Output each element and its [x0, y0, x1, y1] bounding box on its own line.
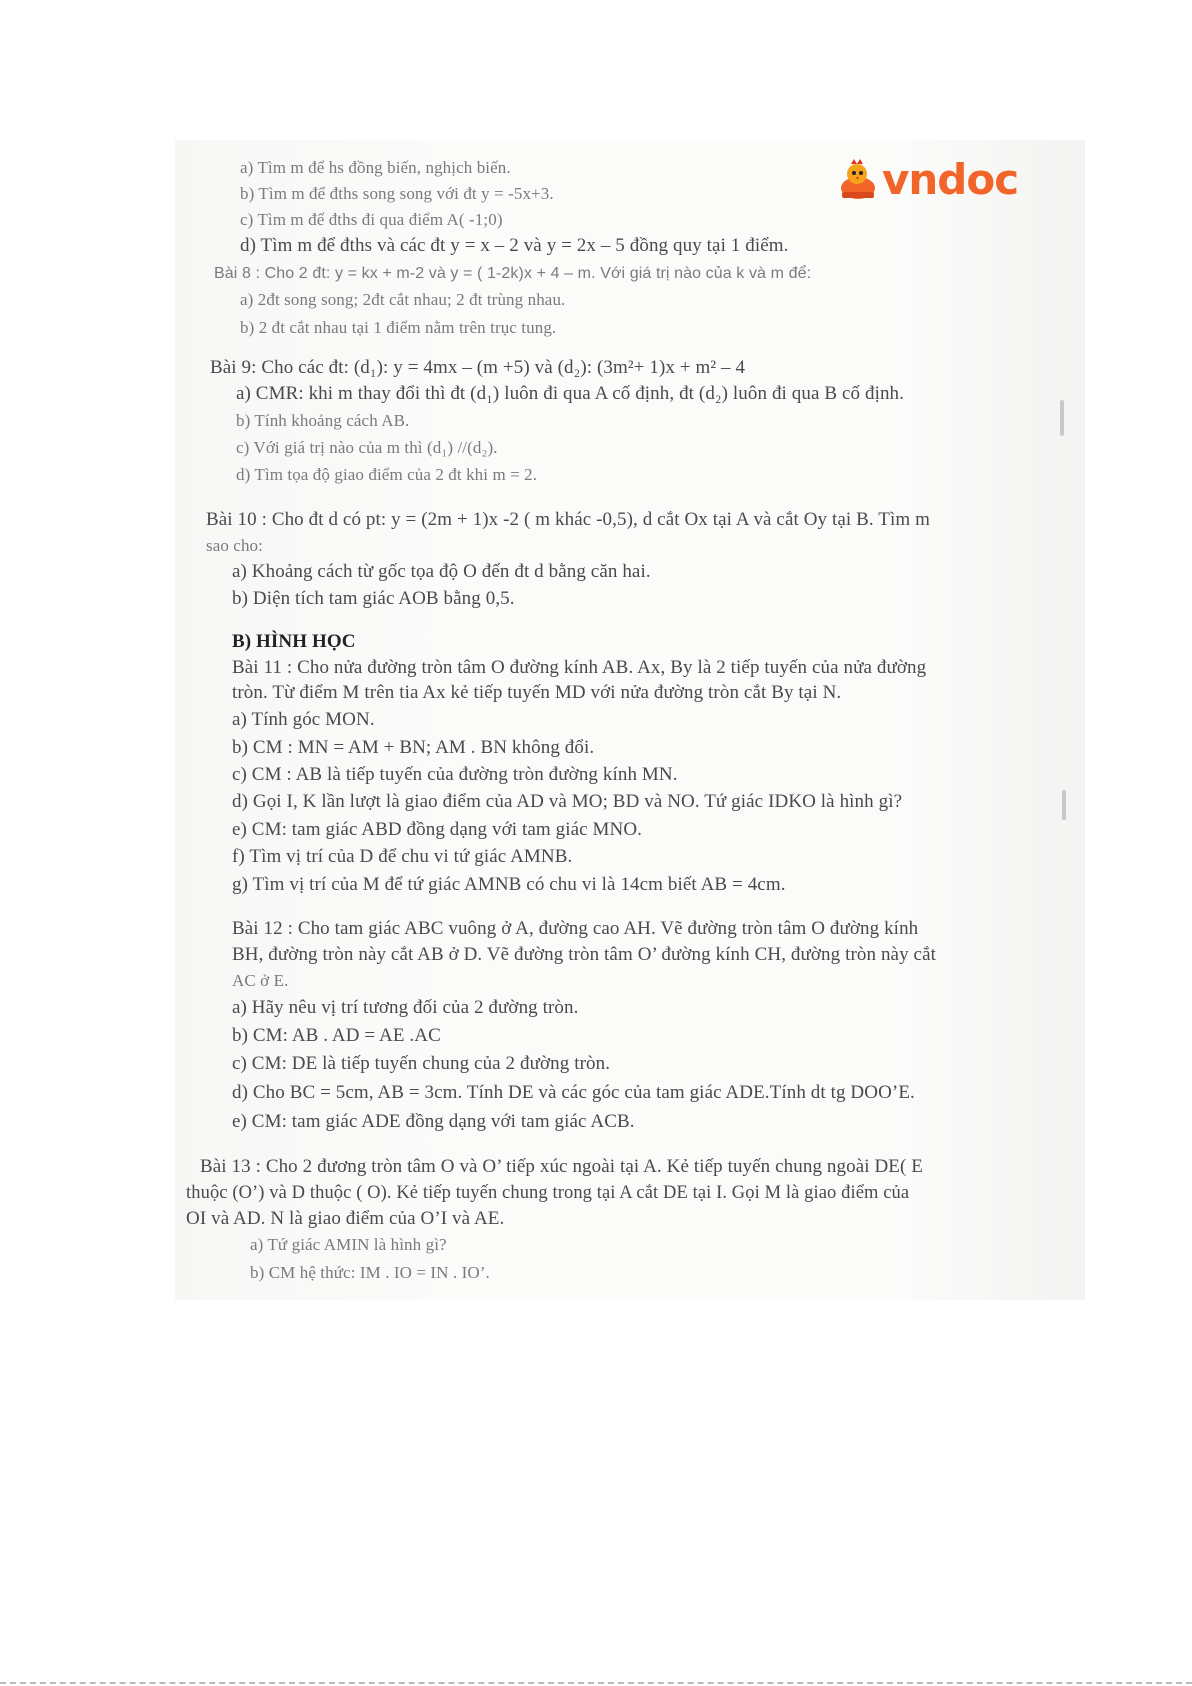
logo-text: vndoc: [882, 155, 1019, 204]
text-line: b) CM : MN = AM + BN; AM . BN không đổi.: [232, 737, 595, 758]
text-line: BH, đường tròn này cắt AB ở D. Vẽ đường tròn tâm O’ đường kính CH, đường tròn này cắt: [232, 944, 936, 965]
scan-edge-mark: [1060, 400, 1064, 436]
text-line: c) Với giá trị nào của m thì (d₁) //(d₂).: [236, 438, 498, 457]
text-line: c) CM: DE là tiếp tuyến chung của 2 đường tròn.: [232, 1053, 611, 1074]
text-line: sao cho:: [206, 536, 263, 555]
text-line: d) Cho BC = 5cm, AB = 3cm. Tính DE và các góc của tam giác ADE.Tính dt tg DOO’E.: [232, 1082, 915, 1103]
text-line: tròn. Từ điểm M trên tia Ax kẻ tiếp tuyến MD với nửa đường tròn cắt By tại N.: [232, 682, 842, 703]
chicken-mascot-icon: [836, 158, 880, 202]
text-line: b) 2 đt cắt nhau tại 1 điểm nằm trên trục tung.: [240, 318, 557, 337]
vndoc-logo: [836, 152, 1026, 208]
text-line: Bài 13 : Cho 2 đương tròn tâm O và O’ tiếp xúc ngoài tại A. Kẻ tiếp tuyến chung ngoài DE( E: [200, 1156, 923, 1177]
text-line: Bài 10 : Cho đt d có pt: y = (2m + 1)x -2 ( m khác -0,5), d cắt Ox tại A và cắt Oy tại B. Tìm m: [206, 509, 930, 530]
text-line: Bài 11 : Cho nửa đường tròn tâm O đường kính AB. Ax, By là 2 tiếp tuyến của nửa đường: [232, 657, 927, 678]
text-line: d) Tìm m để đths và các đt y = x – 2 và y = 2x – 5 đồng quy tại 1 điểm.: [240, 235, 789, 256]
text-line: a) Tứ giác AMIN là hình gì?: [250, 1235, 447, 1254]
scan-edge-mark: [1062, 790, 1066, 820]
page-bottom-border: [0, 1682, 1192, 1686]
text-line: a) Hãy nêu vị trí tương đối của 2 đường tròn.: [232, 997, 579, 1018]
text-line: b) Tính khoảng cách AB.: [236, 411, 410, 430]
text-line: Bài 9: Cho các đt: (d₁): y = 4mx – (m +5) và (d₂): (3m²+ 1)x + m² – 4: [210, 357, 746, 378]
text-line: g) Tìm vị trí của M để tứ giác AMNB có chu vi là 14cm biết AB = 4cm.: [232, 874, 786, 895]
text-line: OI và AD. N là giao điểm của O’I và AE.: [186, 1208, 505, 1229]
text-line: a) 2đt song song; 2đt cắt nhau; 2 đt trùng nhau.: [240, 290, 566, 309]
text-line: b) Diện tích tam giác AOB bằng 0,5.: [232, 588, 515, 609]
text-line: d) Tìm tọa độ giao điểm của 2 đt khi m = 2.: [236, 465, 538, 484]
text-line: e) CM: tam giác ABD đồng dạng với tam giác MNO.: [232, 819, 642, 840]
text-line: c) CM : AB là tiếp tuyến của đường tròn đường kính MN.: [232, 764, 678, 785]
text-line: c) Tìm m để đths đi qua điểm A( -1;0): [240, 210, 503, 229]
text-line: a) Khoảng cách từ gốc tọa độ O đến đt d bằng căn hai.: [232, 561, 651, 582]
text-line: b) CM hệ thức: IM . IO = IN . IO’.: [250, 1263, 490, 1282]
text-line: b) CM: AB . AD = AE .AC: [232, 1025, 441, 1046]
section-heading: B) HÌNH HỌC: [232, 631, 356, 652]
text-line: a) Tìm m để hs đồng biến, nghịch biến.: [240, 158, 511, 177]
text-line: a) CMR: khi m thay đổi thì đt (d₁) luôn đi qua A cố định, đt (d₂) luôn đi qua B cố định.: [236, 383, 905, 404]
text-line: e) CM: tam giác ADE đồng dạng với tam giác ACB.: [232, 1111, 635, 1132]
text-line: a) Tính góc MON.: [232, 709, 375, 730]
text-line: Bài 8 : Cho 2 đt: y = kx + m-2 và y = ( 1-2k)x + 4 – m. Với giá trị nào của k và m để:: [214, 265, 812, 282]
text-line: Bài 12 : Cho tam giác ABC vuông ở A, đường cao AH. Vẽ đường tròn tâm O đường kính: [232, 918, 919, 939]
text-line: d) Gọi I, K lần lượt là giao điểm của AD và MO; BD và NO. Tứ giác IDKO là hình gì?: [232, 791, 903, 812]
text-line: thuộc (O’) và D thuộc ( O). Kẻ tiếp tuyến chung trong tại A cắt DE tại I. Gọi M là giao điểm của: [186, 1183, 910, 1203]
text-line: AC ở E.: [232, 971, 289, 990]
text-line: f) Tìm vị trí của D để chu vi tứ giác AMNB.: [232, 846, 573, 867]
text-line: b) Tìm m để đths song song với đt y = -5x+3.: [240, 184, 554, 203]
